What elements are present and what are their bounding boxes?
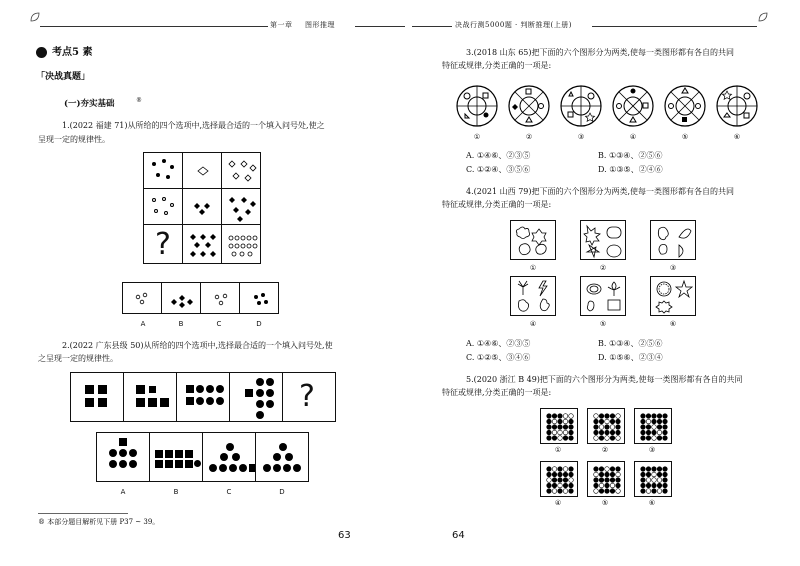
q5-label: ② <box>601 446 609 454</box>
q4-label: ④ <box>529 320 537 328</box>
q3-label: ④ <box>629 133 637 141</box>
q4-label: ⑤ <box>599 320 607 328</box>
q5-label: ③ <box>648 446 656 454</box>
q3-figure <box>663 84 707 128</box>
q4-text-line1: 4.(2021 山西 79)把下面的六个图形分为两类,使每一类图形都有各自的共同 <box>466 187 735 196</box>
footnote: ® 本部分题目解析见下册 P37 ~ 39。 <box>38 518 160 526</box>
q2-text-line2: 之呈现一定的规律性。 <box>38 354 118 363</box>
q1-option-c-figure[interactable] <box>200 282 240 314</box>
q1-option-c-label[interactable]: C <box>216 320 222 328</box>
q5-figure <box>587 408 625 444</box>
q3-option-b[interactable]: B. ①③④、②⑤⑥ <box>598 151 663 160</box>
q2-option-c-label[interactable]: C <box>226 488 232 496</box>
q4-option-d[interactable]: D. ①⑤⑥、②③④ <box>598 353 663 362</box>
section-bullet-icon <box>36 47 47 58</box>
section-title: 考点5 素 <box>52 47 93 58</box>
q2-option-b-figure[interactable] <box>149 432 203 482</box>
chapter-label: 第一章 <box>270 21 293 29</box>
chapter-title: 图形推理 <box>305 21 335 29</box>
q5-figure <box>540 408 578 444</box>
group-title: (一)夯实基础 <box>64 99 115 109</box>
q1-cell <box>221 224 261 264</box>
q2-option-c-figure[interactable] <box>202 432 256 482</box>
q1-question-mark: ? <box>155 227 171 262</box>
q5-figure <box>634 461 672 497</box>
q1-cell <box>182 152 222 189</box>
q3-label: ⑤ <box>681 133 689 141</box>
q2-text-line1: 2.(2022 广东县级 50)从所给的四个选项中,选择最合适的一个填入问号处,使 <box>62 341 333 350</box>
q2-option-d-label[interactable]: D <box>279 488 285 496</box>
q3-figure <box>507 84 551 128</box>
q2-seq-figure <box>70 372 124 422</box>
leaf-ornament-icon <box>758 12 768 22</box>
q4-option-b[interactable]: B. ①③④、②⑤⑥ <box>598 339 663 348</box>
q2-seq-figure <box>229 372 283 422</box>
q5-text-line1: 5.(2020 浙江 B 49)把下面的六个图形分为两类,使每一类图形都有各自的共同 <box>466 375 743 384</box>
q1-text-line2: 呈现一定的规律性。 <box>38 135 110 144</box>
q2-seq-figure <box>123 372 177 422</box>
q2-option-d-figure[interactable] <box>255 432 309 482</box>
q3-option-a[interactable]: A. ①④⑥、②③⑤ <box>466 151 531 160</box>
q1-option-a-figure[interactable] <box>122 282 162 314</box>
q5-label: ④ <box>554 499 562 507</box>
q3-figure <box>455 84 499 128</box>
q1-cell <box>143 152 183 189</box>
q3-label: ⑥ <box>733 133 741 141</box>
leaf-ornament-icon <box>30 12 40 22</box>
q1-option-a-label[interactable]: A <box>140 320 146 328</box>
book-title: 决战行测5000题 · 判断推理(上册) <box>455 21 572 29</box>
q1-option-d-label[interactable]: D <box>256 320 262 328</box>
q1-cell <box>182 188 222 225</box>
q4-figure <box>580 276 626 316</box>
q4-figure <box>650 220 696 260</box>
q1-cell-question <box>143 224 183 264</box>
q4-option-a[interactable]: A. ①④⑥、②③⑤ <box>466 339 531 348</box>
q3-text-line1: 3.(2018 山东 65)把下面的六个图形分为两类,使每一类图形都有各自的共同 <box>466 48 735 57</box>
q5-label: ⑥ <box>648 499 656 507</box>
q2-seq-question <box>282 372 336 422</box>
subsection-title: 「决战真题」 <box>36 72 91 82</box>
q5-label: ⑤ <box>601 499 609 507</box>
q3-option-c[interactable]: C. ①②④、③⑤⑥ <box>466 165 531 174</box>
q4-figure <box>650 276 696 316</box>
q3-label: ② <box>525 133 533 141</box>
q3-label: ③ <box>577 133 585 141</box>
q5-figure <box>540 461 578 497</box>
q4-figure <box>580 220 626 260</box>
q2-seq-figure <box>176 372 230 422</box>
q3-option-d[interactable]: D. ①③⑤、②④⑥ <box>598 165 663 174</box>
q1-cell <box>221 152 261 189</box>
q1-text-line1: 1.(2022 福建 71)从所给的四个选项中,选择最合适的一个填入问号处,使之 <box>62 121 325 130</box>
q4-label: ① <box>529 264 537 272</box>
q1-option-b-label[interactable]: B <box>178 320 184 328</box>
q5-figure <box>634 408 672 444</box>
q4-option-c[interactable]: C. ①②⑤、③④⑥ <box>466 353 531 362</box>
left-page-number: 63 <box>338 530 351 541</box>
q3-text-line2: 特征或规律,分类正确的一项是: <box>442 61 552 70</box>
q1-cell <box>143 188 183 225</box>
q4-label: ② <box>599 264 607 272</box>
q4-label: ⑥ <box>669 320 677 328</box>
q2-question-mark: ? <box>299 379 315 414</box>
q3-figure <box>611 84 655 128</box>
q2-option-b-label[interactable]: B <box>173 488 179 496</box>
right-page-number: 64 <box>452 530 465 541</box>
q1-cell <box>182 224 222 264</box>
q4-label: ③ <box>669 264 677 272</box>
q1-cell <box>221 188 261 225</box>
q5-label: ① <box>554 446 562 454</box>
q3-label: ① <box>473 133 481 141</box>
q3-figure <box>559 84 603 128</box>
q4-text-line2: 特征或规律,分类正确的一项是: <box>442 200 552 209</box>
q4-figure <box>510 276 556 316</box>
footnote-mark: ® <box>136 97 142 104</box>
q2-option-a-label[interactable]: A <box>120 488 126 496</box>
q1-option-d-figure[interactable] <box>239 282 279 314</box>
q5-figure <box>587 461 625 497</box>
q5-text-line2: 特征或规律,分类正确的一项是: <box>442 388 552 397</box>
q1-option-b-figure[interactable] <box>161 282 201 314</box>
q3-figure <box>715 84 759 128</box>
q2-option-a-figure[interactable] <box>96 432 150 482</box>
q4-figure <box>510 220 556 260</box>
